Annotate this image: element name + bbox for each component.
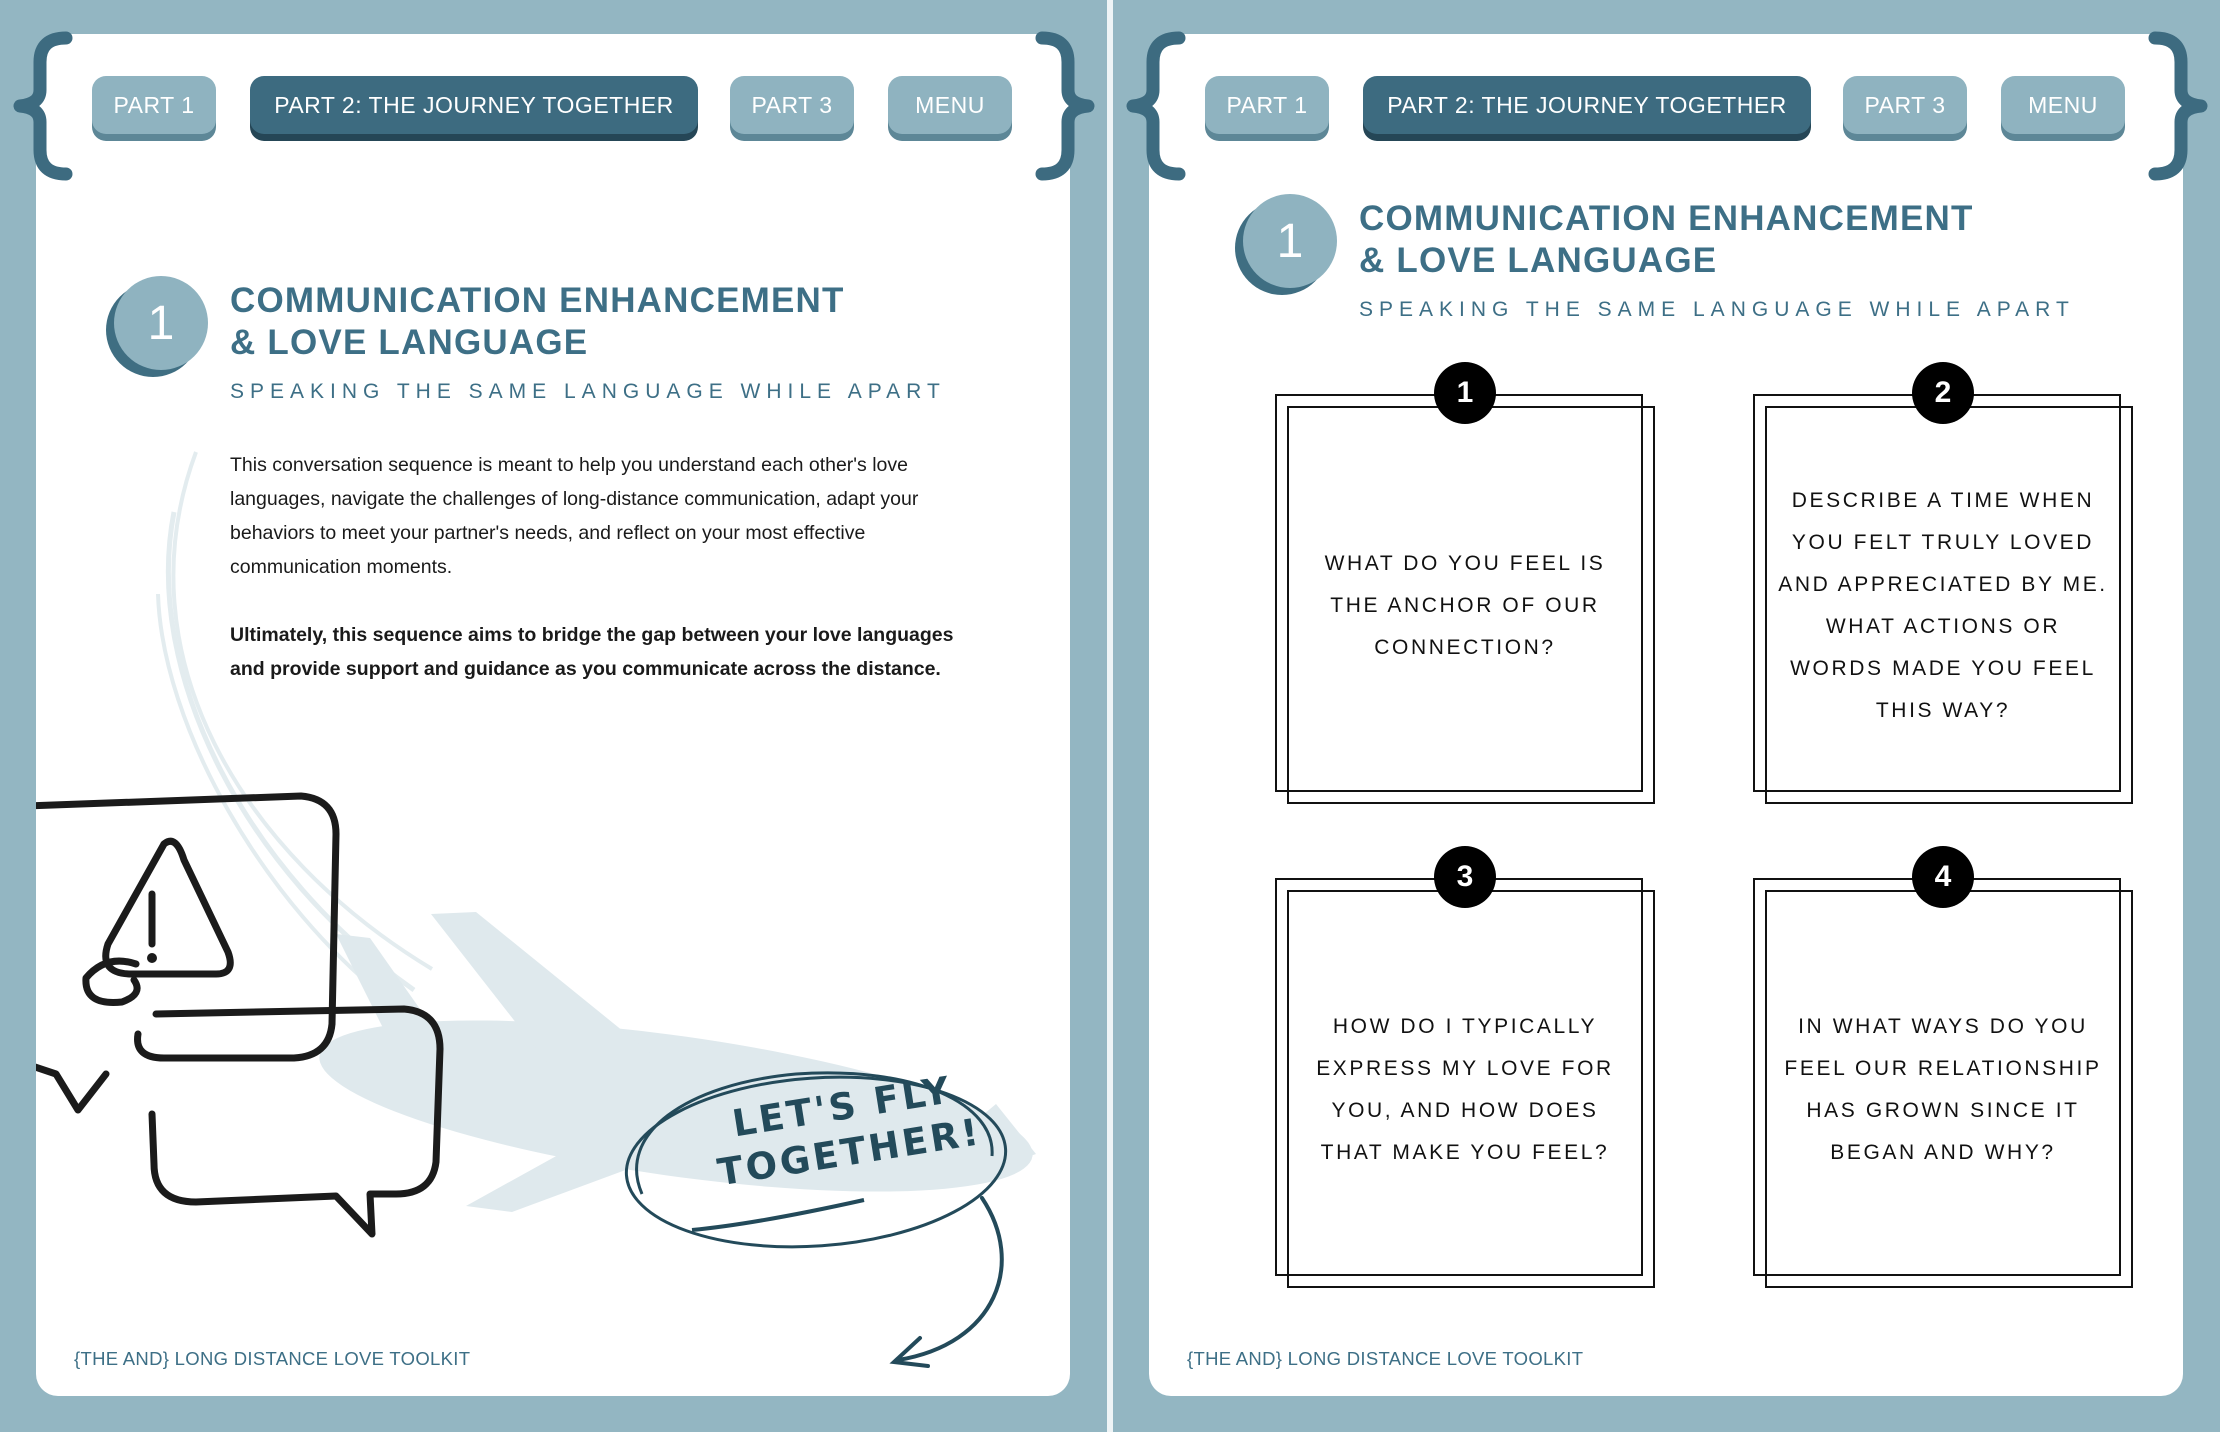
nav-part-2-button[interactable]: PART 2: THE JOURNEY TOGETHER [1363, 76, 1811, 134]
fly-together-callout: LET'S FLY TOGETHER! [714, 1068, 985, 1195]
card-number-badge: 1 [1434, 362, 1496, 424]
section-subtitle: SPEAKING THE SAME LANGUAGE WHILE APART [1359, 298, 2075, 321]
nav-part-2-button[interactable]: PART 2: THE JOURNEY TOGETHER [250, 76, 698, 134]
card-number-badge: 4 [1912, 846, 1974, 908]
card-number-badge: 2 [1912, 362, 1974, 424]
title-line-1: COMMUNICATION ENHANCEMENT [1359, 199, 1974, 238]
left-brace-icon [8, 28, 78, 184]
left-sheet [36, 34, 1070, 1396]
right-brace-icon [2143, 28, 2213, 184]
nav-part-3-button[interactable]: PART 3 [730, 76, 854, 134]
section-number-badge: 1 [114, 276, 208, 370]
card-question: HOW DO I TYPICALLY EXPRESS MY LOVE FOR YOU, AND HOW DOES THAT MAKE YOU FEEL? [1316, 1015, 1614, 1164]
summary-paragraph: Ultimately, this sequence aims to bridge the gap between your love languages and provide support and guidance as you communicate across the distance. [230, 624, 954, 680]
card-number-badge: 3 [1434, 846, 1496, 908]
left-page [0, 0, 1107, 1432]
question-card [1753, 860, 2133, 1288]
question-card [1275, 376, 1655, 804]
fly-callout-shape [36, 34, 1070, 1396]
section-number-badge: 1 [1243, 194, 1337, 288]
title-line-1: COMMUNICATION ENHANCEMENT [230, 281, 845, 320]
title-line-2: & LOVE LANGUAGE [230, 323, 589, 362]
nav-part-3-button[interactable]: PART 3 [1843, 76, 1967, 134]
section-subtitle: SPEAKING THE SAME LANGUAGE WHILE APART [230, 380, 946, 403]
left-brace-icon [1121, 28, 1191, 184]
nav-part-1-button[interactable]: PART 1 [1205, 76, 1329, 134]
card-question: WHAT DO YOU FEEL IS THE ANCHOR OF OUR CONNECTION? [1324, 552, 1606, 659]
right-brace-icon [1030, 28, 1100, 184]
question-card [1275, 860, 1655, 1288]
intro-paragraph: This conversation sequence is meant to help you understand each other's love languages, navigate the challenges of long-distance communication, adapt your behaviors to meet your partner's needs, and reflect on your most effective communication moments. [230, 454, 919, 578]
section-title-left [230, 280, 845, 364]
title-line-2: & LOVE LANGUAGE [1359, 241, 1718, 280]
nav-part-1-button[interactable]: PART 1 [92, 76, 216, 134]
nav-menu-button[interactable]: MENU [2001, 76, 2125, 134]
footer-text: {THE AND} LONG DISTANCE LOVE TOOLKIT [74, 1348, 471, 1369]
arrow-icon [894, 1198, 1002, 1366]
footer-text: {THE AND} LONG DISTANCE LOVE TOOLKIT [1187, 1348, 1584, 1369]
question-card [1753, 376, 2133, 804]
card-question: DESCRIBE A TIME WHEN YOU FELT TRULY LOVED AND APPRECIATED BY ME. WHAT ACTIONS OR WORDS MADE YOU FEEL THIS WAY? [1778, 489, 2108, 722]
card-question: IN WHAT WAYS DO YOU FEEL OUR RELATIONSHIP HAS GROWN SINCE IT BEGAN AND WHY? [1784, 1015, 2102, 1164]
nav-menu-button[interactable]: MENU [888, 76, 1012, 134]
right-page [1113, 0, 2220, 1432]
section-title-right [1359, 198, 1974, 282]
